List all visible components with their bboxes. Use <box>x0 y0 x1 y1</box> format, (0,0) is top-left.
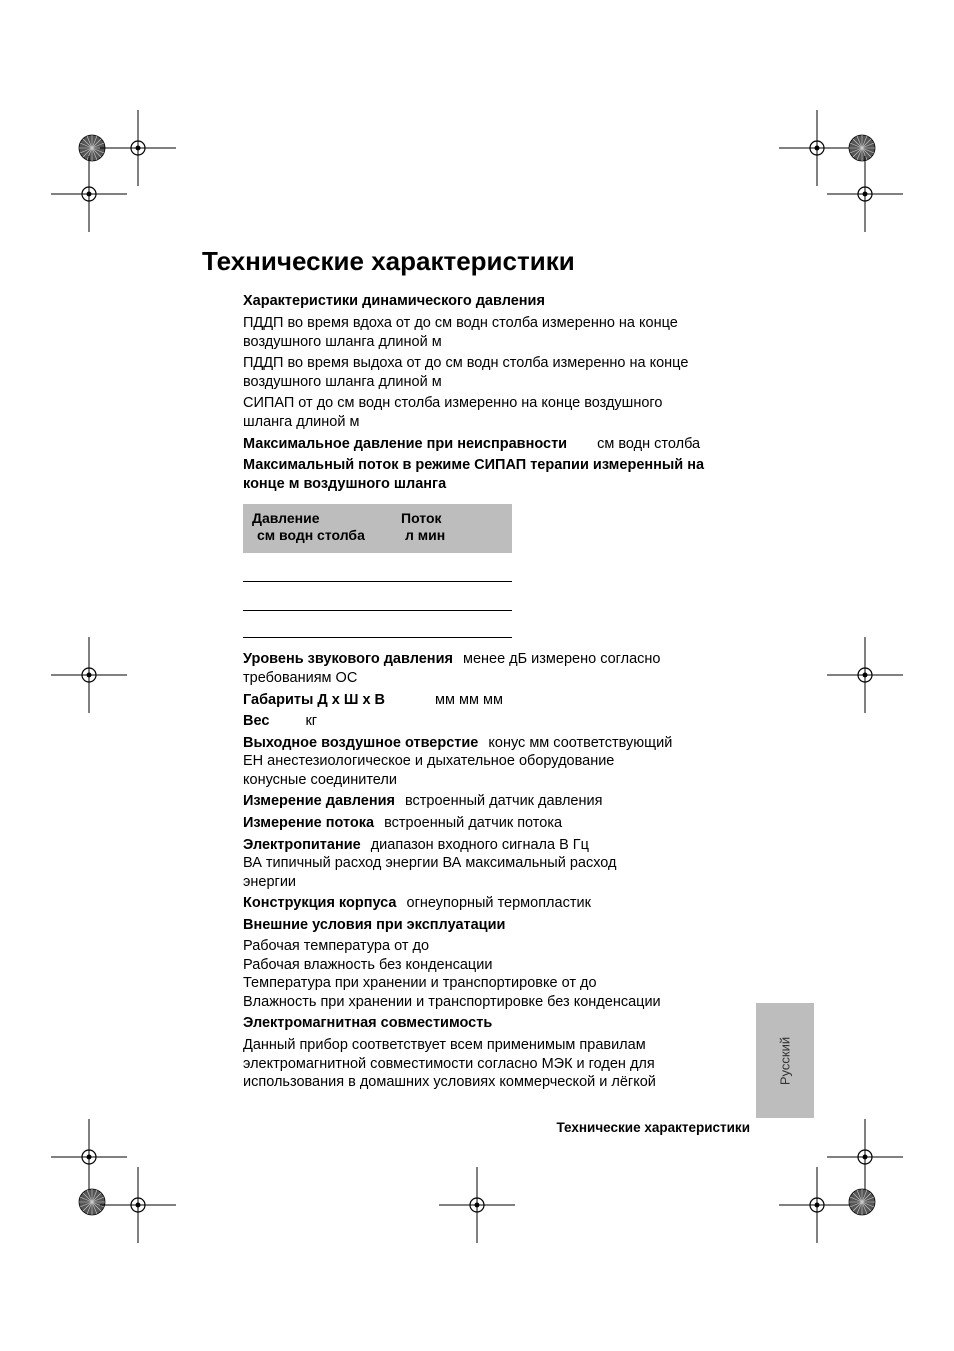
table-row-divider <box>243 581 512 582</box>
weight <box>243 712 317 731</box>
page-footer: Технические характеристики <box>556 1120 750 1135</box>
max-fault-label: Максимальное давление при неисправности <box>243 436 568 452</box>
language-label: Русский <box>777 1036 793 1085</box>
table-row-divider <box>243 610 512 611</box>
env-operating-humidity: Рабочая влажность без конденсации <box>243 957 493 973</box>
env-storage-temp: Температура при хранении и транспортировке от до <box>243 975 597 991</box>
outlet-line-2: ЕН анестезиологическое и дыхательное оборудование <box>243 753 615 769</box>
power-value: диапазон входного сигнала В Гц <box>370 837 589 853</box>
flow-measurement <box>243 814 562 833</box>
max-flow-line-2: конце м воздушного шланга <box>243 476 447 492</box>
table-col-pressure-unit: см водн столба <box>257 527 365 543</box>
pressure-measurement-value: встроенный датчик давления <box>404 793 603 809</box>
outlet-line-3: конусные соединители <box>243 772 397 788</box>
pressure-measurement-label: Измерение давления <box>243 793 395 809</box>
table-col-flow-unit: л мин <box>405 527 446 543</box>
weight-label: Вес <box>243 713 270 729</box>
max-fault-value: см водн столба <box>597 436 701 452</box>
table-row-divider <box>243 637 512 638</box>
power-supply <box>243 836 589 855</box>
emc-heading: Электромагнитная совместимость <box>243 1015 493 1031</box>
dimensions-label: Габариты Д х Ш х В <box>243 692 386 708</box>
flow-measurement-label: Измерение потока <box>243 815 375 831</box>
inhale-line-1: ПДДП во время вдоха от до см водн столба измеренно на конце <box>243 315 678 331</box>
power-line-2: ВА типичный расход энергии ВА максимальный расход <box>243 855 617 871</box>
housing-label: Конструкция корпуса <box>243 895 397 911</box>
dimensions-value: мм мм мм <box>435 692 503 708</box>
pressure-measurement <box>243 792 602 811</box>
flow-measurement-value: встроенный датчик потока <box>384 815 563 831</box>
max-fault-pressure <box>243 435 700 454</box>
flow-table-header <box>243 504 512 553</box>
max-flow-line-1: Максимальный поток в режиме СИПАП терапии измеренный на <box>243 457 705 473</box>
table-col-pressure: Давление <box>252 510 320 526</box>
exhale-line-1: ПДДП во время выдоха от до см водн столба измеренно на конце <box>243 355 689 371</box>
cpap-line-2: шланга длиной м <box>243 414 360 430</box>
sound-label: Уровень звукового давления <box>243 651 453 667</box>
env-operating-temp: Рабочая температура от до <box>243 938 430 954</box>
exhale-line-2: воздушного шланга длиной м <box>243 374 442 390</box>
language-side-tab <box>756 1003 814 1118</box>
power-label: Электропитание <box>243 837 361 853</box>
sound-line-2: требованиям ОС <box>243 670 358 686</box>
inhale-line-2: воздушного шланга длиной м <box>243 334 442 350</box>
housing-value: огнеупорный термопластик <box>406 895 591 911</box>
power-line-3: энергии <box>243 874 297 890</box>
emc-line-1: Данный прибор соответствует всем применимым правилам <box>243 1037 646 1053</box>
outlet-value: конус мм соответствующий <box>488 735 673 751</box>
dimensions <box>243 691 503 710</box>
sound-value: менее дБ измерено согласно <box>462 651 661 667</box>
emc-line-3: использования в домашних условиях коммерческой и лёгкой <box>243 1074 656 1090</box>
housing <box>243 894 591 913</box>
weight-value: кг <box>305 713 318 729</box>
env-storage-humidity: Влажность при хранении и транспортировке без конденсации <box>243 994 661 1010</box>
table-col-flow: Поток <box>401 510 442 526</box>
page-title: Технические характеристики <box>202 246 575 276</box>
dynamic-pressure-heading: Характеристики динамического давления <box>243 293 545 309</box>
outlet-label: Выходное воздушное отверстие <box>243 735 479 751</box>
environment-heading: Внешние условия при эксплуатации <box>243 917 506 933</box>
cpap-line-1: СИПАП от до см водн столба измеренно на конце воздушного <box>243 395 663 411</box>
sound-level <box>243 650 661 669</box>
air-outlet <box>243 734 672 753</box>
emc-line-2: электромагнитной совместимости согласно МЭК и годен для <box>243 1056 655 1072</box>
